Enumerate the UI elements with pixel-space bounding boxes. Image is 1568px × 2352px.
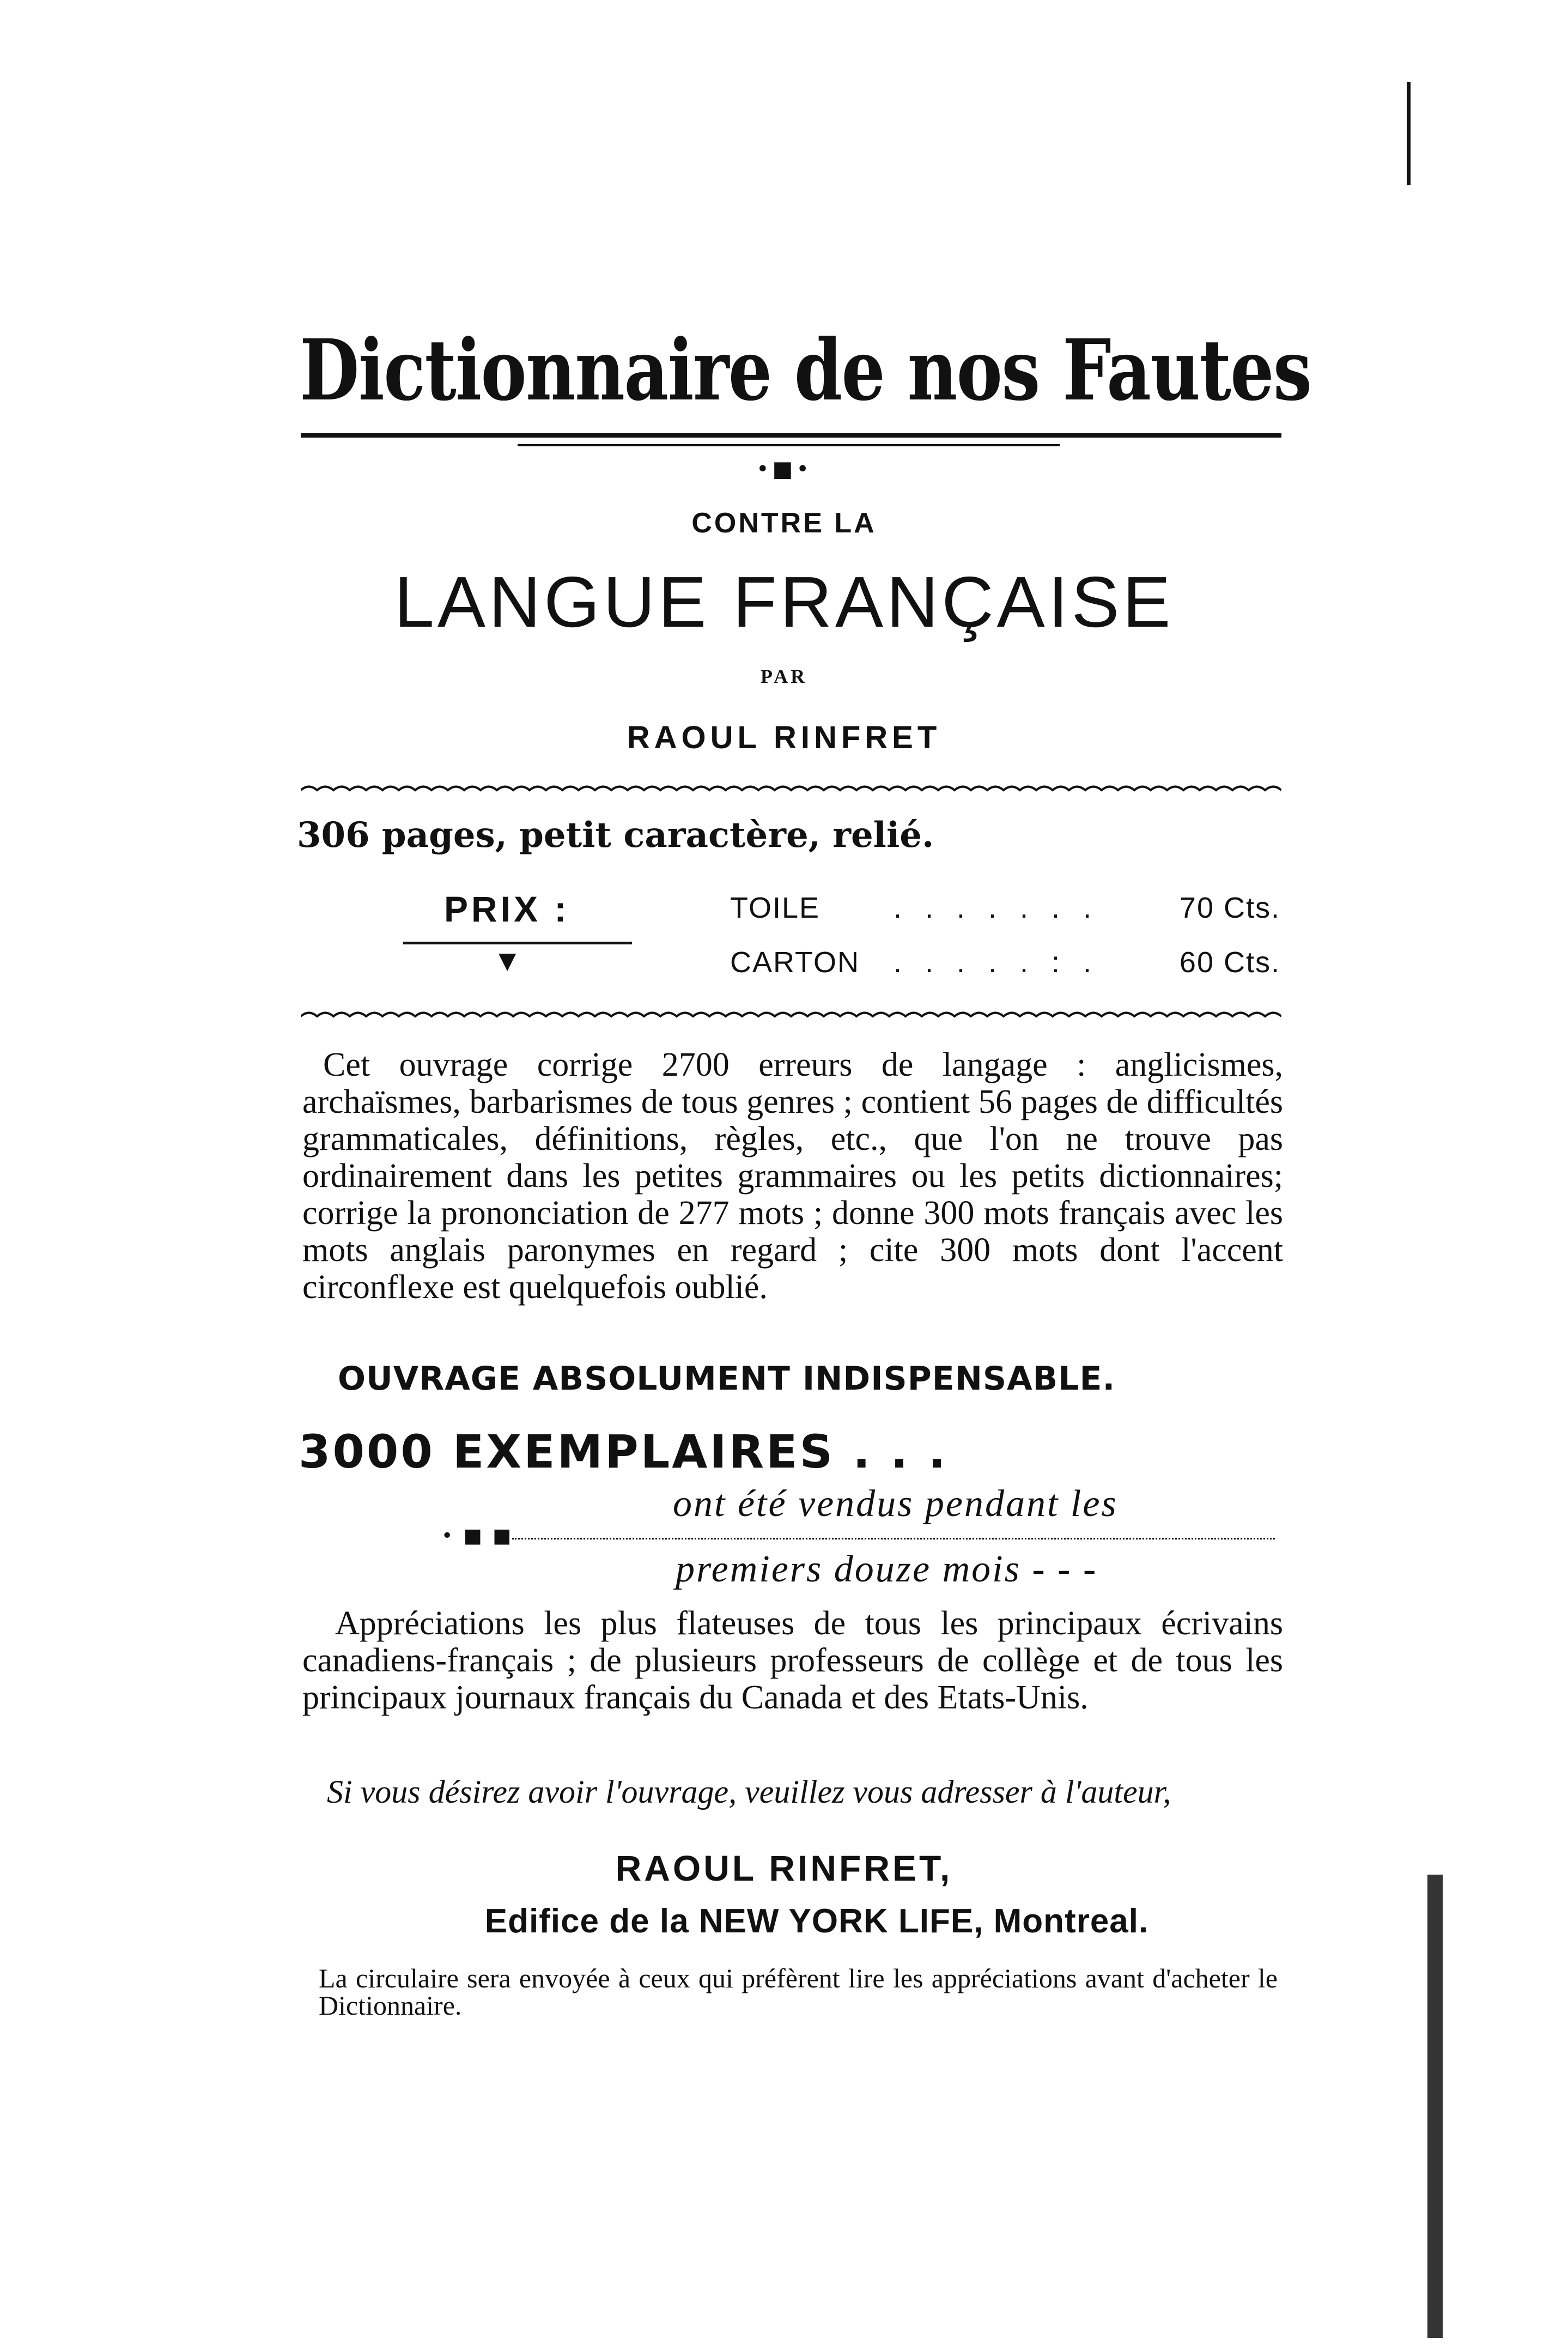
page-title: Dictionnaire de nos Fautes <box>300 321 1311 420</box>
price-binding-label: TOILE <box>730 892 821 924</box>
indispensable-heading: OUVRAGE ABSOLUMENT INDISPENSABLE. <box>338 1360 1116 1398</box>
dotted-leader <box>512 1538 1275 1539</box>
subtitle-contre: CONTRE LA <box>691 507 877 539</box>
by-label: PAR <box>760 665 808 687</box>
wavy-divider-top <box>301 782 1281 798</box>
subtitle-langue: LANGUE FRANÇAISE <box>394 562 1174 642</box>
title-rule-thick <box>301 433 1281 438</box>
price-row-toile <box>730 891 1286 935</box>
contact-author-name: RAOUL RINFRET, <box>615 1848 953 1888</box>
appreciations-paragraph: Appréciations les plus flateuses de tous les principaux écrivains canadiens-français ; de plusieurs professeurs de collège et de tous les principaux journaux français du Canada et des Etats-Unis. <box>302 1605 1283 1716</box>
circulaire-note: La circulaire sera envoyée à ceux qui préfèrent lire les appréciations avant d'acheter le Dictionnaire. <box>319 1963 1278 2021</box>
right-edge-mark-bottom <box>1427 1875 1443 2338</box>
wavy-divider-bottom <box>301 1008 1281 1025</box>
price-binding-label: CARTON <box>730 946 860 979</box>
contact-instructions: Si vous désirez avoir l'ouvrage, veuillez vous adresser à l'auteur, <box>327 1774 1171 1810</box>
bullet-ornament: • ■ ■ <box>441 1525 514 1547</box>
contact-address: Edifice de la NEW YORK LIFE, Montreal. <box>484 1902 1149 1940</box>
price-leader-dots: . . . . . : . <box>894 946 1099 979</box>
premiers-line: premiers douze mois - - - <box>676 1548 1098 1590</box>
price-leader-dots: . . . . . . . <box>894 892 1099 924</box>
price-row-carton <box>730 945 1286 989</box>
price-value: 70 Cts. <box>1179 892 1280 924</box>
right-edge-mark-top <box>1407 82 1411 185</box>
ornament-divider: •■• <box>756 457 812 482</box>
down-arrow-icon: ▼ <box>499 947 516 974</box>
pages-info: 306 pages, petit caractère, relié. <box>297 815 934 856</box>
price-label-rule <box>403 942 632 944</box>
title-rule-thin <box>518 444 1060 446</box>
price-label: PRIX : <box>444 889 570 929</box>
author-name: RAOUL RINFRET <box>627 720 941 755</box>
exemplaires-heading: 3000 EXEMPLAIRES . . . <box>299 1425 948 1478</box>
price-value: 60 Cts. <box>1179 946 1280 979</box>
description-paragraph: Cet ouvrage corrige 2700 erreurs de langage : anglicismes, archaïsmes, barbarismes de tous genres ; contient 56 pages de difficultés grammaticales, définitions, règles, etc., que l'on ne trouve pas ordinairement dans les petites grammaires ou les petits dictionnaires; corrige la prononciation de 277 mots ; donne 300 mots français avec les mots anglais paronymes en regard ; cite 300 mots dont l'accent circonflexe est quelquefois oublié. <box>302 1046 1283 1306</box>
vendus-line: ont été vendus pendant les <box>673 1483 1118 1525</box>
